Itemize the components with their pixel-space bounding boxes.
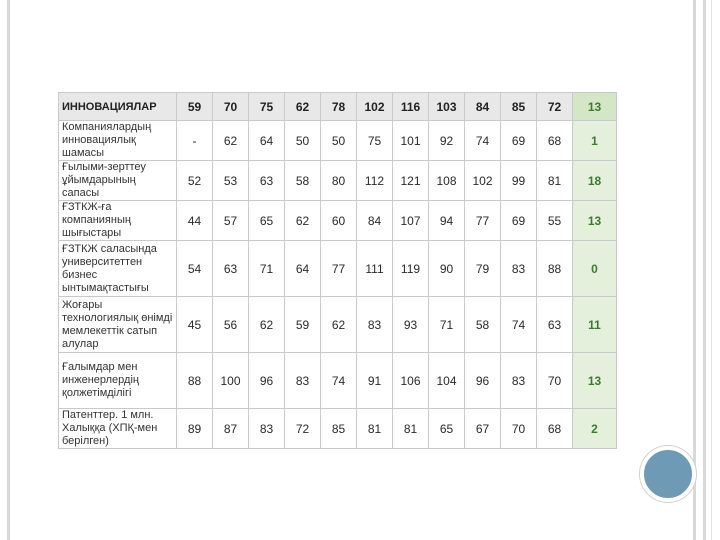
table-cell: 57 — [213, 201, 249, 241]
table-cell: 102 — [465, 161, 501, 201]
header-cell: 72 — [537, 93, 573, 121]
table-cell: 63 — [213, 241, 249, 297]
table-cell: 100 — [213, 353, 249, 409]
table-cell: 85 — [321, 409, 357, 449]
table-cell: 63 — [249, 161, 285, 201]
header-cell: 75 — [249, 93, 285, 121]
table-row — [59, 241, 617, 297]
table-cell: 60 — [321, 201, 357, 241]
header-cell: 116 — [393, 93, 429, 121]
table-cell: 54 — [177, 241, 213, 297]
header-cell-rank: 13 — [573, 93, 617, 121]
table-cell: 111 — [357, 241, 393, 297]
table-cell: 50 — [285, 121, 321, 161]
rank-cell: 2 — [573, 409, 617, 449]
table-cell: 89 — [177, 409, 213, 449]
rank-cell: 18 — [573, 161, 617, 201]
header-cell: 70 — [213, 93, 249, 121]
rank-cell: 1 — [573, 121, 617, 161]
table-cell: 62 — [213, 121, 249, 161]
table-row — [59, 297, 617, 353]
table-cell: 108 — [429, 161, 465, 201]
header-cell: 62 — [285, 93, 321, 121]
table-cell: 64 — [285, 241, 321, 297]
table-cell: 91 — [357, 353, 393, 409]
table-cell: 77 — [465, 201, 501, 241]
table-cell: 74 — [501, 297, 537, 353]
table-cell: 83 — [249, 409, 285, 449]
table-cell: 69 — [501, 121, 537, 161]
table-cell: 75 — [357, 121, 393, 161]
table-cell: 106 — [393, 353, 429, 409]
table-cell: 62 — [249, 297, 285, 353]
table-cell: 112 — [357, 161, 393, 201]
table-cell: 67 — [465, 409, 501, 449]
table-cell: 70 — [537, 353, 573, 409]
rank-cell: 13 — [573, 353, 617, 409]
table-cell: 81 — [393, 409, 429, 449]
table-cell: 74 — [321, 353, 357, 409]
table-cell: 62 — [321, 297, 357, 353]
table-cell: 53 — [213, 161, 249, 201]
table-cell: 71 — [429, 297, 465, 353]
table-cell: 93 — [393, 297, 429, 353]
table-cell: 56 — [213, 297, 249, 353]
table-cell: 68 — [537, 121, 573, 161]
table-cell: 77 — [321, 241, 357, 297]
table-cell: 79 — [465, 241, 501, 297]
table-cell: 71 — [249, 241, 285, 297]
decorative-circle — [640, 446, 696, 502]
innovation-table — [58, 92, 617, 449]
table-cell: 68 — [537, 409, 573, 449]
table-cell: 65 — [249, 201, 285, 241]
table-row — [59, 353, 617, 409]
table-cell: 101 — [393, 121, 429, 161]
table-cell: 65 — [429, 409, 465, 449]
header-cell: 59 — [177, 93, 213, 121]
table-cell: 69 — [501, 201, 537, 241]
table-cell: 96 — [465, 353, 501, 409]
table-cell: 121 — [393, 161, 429, 201]
table-cell: 62 — [285, 201, 321, 241]
table-cell: 90 — [429, 241, 465, 297]
table-cell: 88 — [537, 241, 573, 297]
table-cell: 119 — [393, 241, 429, 297]
table-cell: 63 — [537, 297, 573, 353]
table-cell: 45 — [177, 297, 213, 353]
table-cell: 83 — [501, 353, 537, 409]
slide-frame-right-inner — [703, 0, 706, 540]
table-cell: 50 — [321, 121, 357, 161]
table-cell: 59 — [285, 297, 321, 353]
row-label: Ғалымдар мен инженерлердің қолжетімділігі — [59, 353, 177, 409]
row-label: Жоғары технологиялық өнімді мемлекеттік сатып алулар — [59, 297, 177, 353]
table-cell: 83 — [501, 241, 537, 297]
table-cell: 64 — [249, 121, 285, 161]
table-cell: 94 — [429, 201, 465, 241]
table-row — [59, 161, 617, 201]
table-cell: 70 — [501, 409, 537, 449]
header-cell: 84 — [465, 93, 501, 121]
table-cell: 83 — [285, 353, 321, 409]
table-row — [59, 201, 617, 241]
row-label: Патенттер. 1 млн. Халыққа (ХПҚ-мен берілген) — [59, 409, 177, 449]
table-cell: 96 — [249, 353, 285, 409]
table-cell: 44 — [177, 201, 213, 241]
table-cell: 58 — [465, 297, 501, 353]
table-cell: 81 — [537, 161, 573, 201]
table-cell: - — [177, 121, 213, 161]
table-cell: 58 — [285, 161, 321, 201]
rank-cell: 13 — [573, 201, 617, 241]
table-cell: 55 — [537, 201, 573, 241]
table-cell: 104 — [429, 353, 465, 409]
table-cell: 84 — [357, 201, 393, 241]
table-cell: 88 — [177, 353, 213, 409]
table-row — [59, 121, 617, 161]
row-label: Компаниялардың инновациялық шамасы — [59, 121, 177, 161]
rank-cell: 11 — [573, 297, 617, 353]
table-header-row — [59, 93, 617, 121]
header-cell: 102 — [357, 93, 393, 121]
header-cell: 103 — [429, 93, 465, 121]
header-label: ИННОВАЦИЯЛАР — [59, 93, 177, 121]
table-cell: 99 — [501, 161, 537, 201]
slide-frame-right-line — [711, 0, 712, 540]
table-cell: 81 — [357, 409, 393, 449]
table-cell: 92 — [429, 121, 465, 161]
table-cell: 107 — [393, 201, 429, 241]
header-cell: 85 — [501, 93, 537, 121]
table-cell: 83 — [357, 297, 393, 353]
row-label: ҒЗТКЖ саласында университеттен бизнес ынтымақтастығы — [59, 241, 177, 297]
slide-frame-left — [7, 0, 10, 540]
table-cell: 87 — [213, 409, 249, 449]
table-cell: 72 — [285, 409, 321, 449]
header-cell: 78 — [321, 93, 357, 121]
row-label: ҒЗТКЖ-ға компанияның шығыстары — [59, 201, 177, 241]
rank-cell: 0 — [573, 241, 617, 297]
table-row — [59, 409, 617, 449]
slide-frame-right-outer — [693, 0, 696, 540]
table-cell: 52 — [177, 161, 213, 201]
table-cell: 74 — [465, 121, 501, 161]
row-label: Ғылыми-зерттеу ұйымдарының сапасы — [59, 161, 177, 201]
table-cell: 80 — [321, 161, 357, 201]
